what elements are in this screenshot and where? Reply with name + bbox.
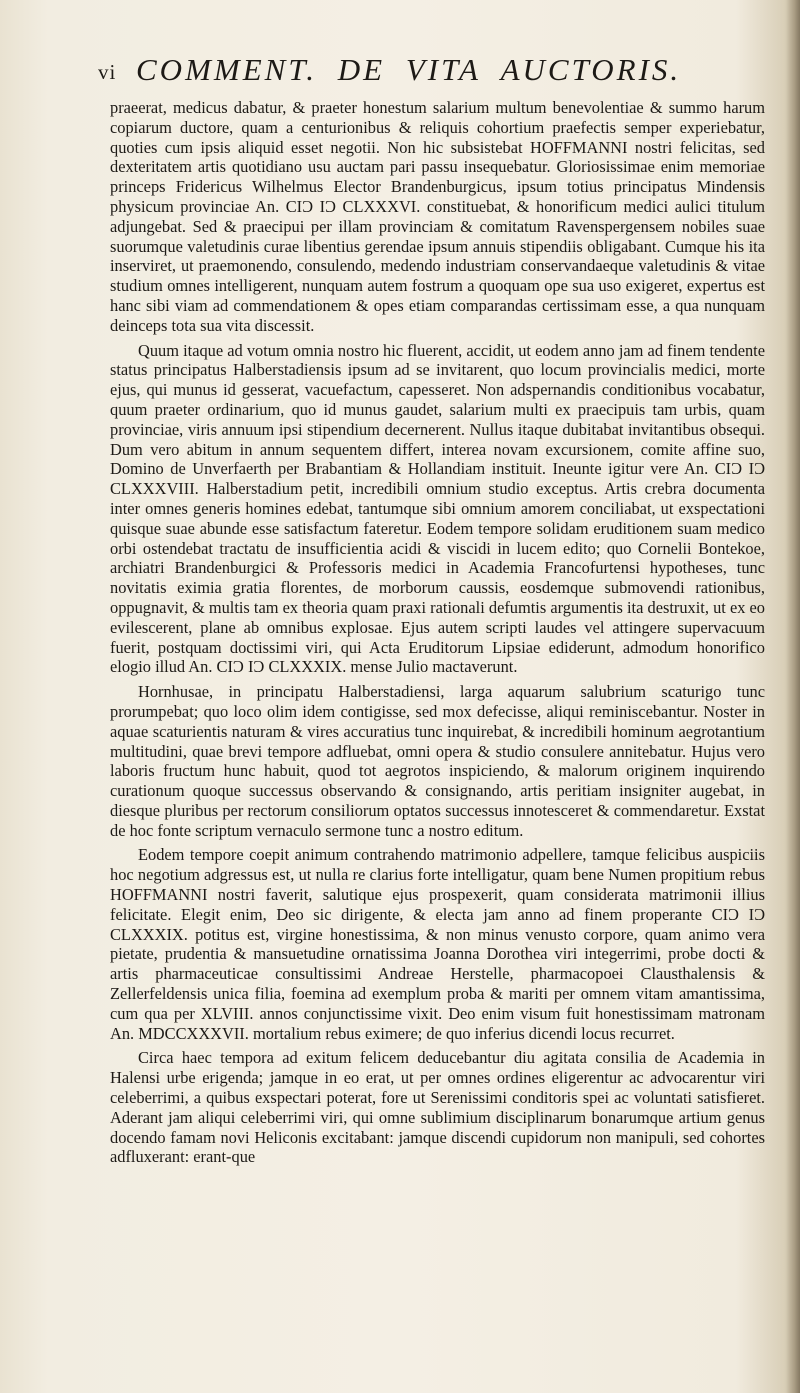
page-header <box>98 52 758 92</box>
paragraph-4: Eodem tempore coepit animum contrahendo matrimonio adpellere, tamque felicibus auspiciis hoc negotium adgressus est, ut nulla re clarius forte intelligatur, quam bene Numen propitium rebus HOFFMANNI nostri faverit, salutique ejus prospexerit, quam considerata matrimonii illius felicitate. Elegit enim, Deo sic dirigente, & electa jam anno ad finem properante CIƆ IƆ CLXXXIX. potitus est, virgine honestissima, & non minus venusto corpore, quam animo vera pietate, prudentia & mansuetudine ornatissima Joanna Dorothea viri integerrimi, probe docti & artis pharmaceuticae consultissimi Andreae Herstelle, pharmacopoei Clausthalensis & Zellerfeldensis unica filia, foemina ad exemplum proba & mariti per omnem vitam amantissima, cum qua per XLVIII. annos conjunctissime vixit. Deo enim visum fuit honestissimam matronam An. MDCCXXXVII. mortalium rebus eximere; de quo inferius dicendi locus recurret. <box>110 845 765 1043</box>
folio-number: vi <box>98 60 117 84</box>
body-text <box>110 98 765 1383</box>
running-title: COMMENT. DE VITA AUCTORIS. <box>136 52 682 87</box>
paragraph-3: Hornhusae, in principatu Halberstadiensi, larga aquarum salubrium scaturigo tunc prorumpebat; quo loco olim idem contigisse, sed mox defecisse, aliqui reminiscebantur. Noster in aquae scaturientis naturam & vires accuratius tunc inquirebat, & incredibili hominum aegrotantium multitudini, quae brevi tempore adfluebat, omni opera & studio consulere annitebatur. Hujus vero laboris fructum hunc habuit, quod tot aegrotos inspiciendo, & malorum originem inquirendo curationum quoque successus observando & consignando, artis peritiam insigniter augebat, in diesque pluribus per rectorum consiliorum optatos successus innotesceret & commendaretur. Exstat de hoc fonte scriptum vernaculo sermone tunc a nostro editum. <box>110 682 765 840</box>
paragraph-2: Quum itaque ad votum omnia nostro hic fluerent, accidit, ut eodem anno jam ad finem tendente status principatus Halberstadiensis ipsum ad se invitarent, quo locum provincialis medici, morte ejus, qui munus id gesserat, vacuefactum, capesseret. Non adspernandis conditionibus vocabatur, quum praeter ordinarium, quo id munus gaudet, salarium multi ex praecipuis tam urbis, quam provinciae, viris annuum ipsi stipendium decernerent. Nullus itaque dubitabat invitantibus obsequi. Dum vero abitum in annum sequentem differt, interea novam excursionem, comite affine suo, Domino de Unverfaerth per Brabantiam & Hollandiam instituit. Ineunte igitur vere An. CIƆ IƆ CLXXXVIII. Halberstadium petit, incredibili omnium studio exceptus. Artis crebra documenta inter omnes generis homines edebat, tantumque sibi omnium amorem conciliabat, ut exspectationi quisque suae abunde esse satisfactum fateretur. Eodem tempore solidam eruditionem suam medico orbi ostendebat tractatu de insufficientia acidi & viscidi in lucem edito; quo Cornelii Bontekoe, archiatri Brandenburgici & Professoris medici in Academia Francofurtensi hypotheses, tunc novitatis eximia gratia florentes, de morborum caussis, eosdemque submovendi rationibus, oppugnavit, & multis tam ex theoria quam praxi rationali defumtis argumentis ita destruxit, ut ex eo evilescerent, plane ab omnibus explosae. Ejus autem scripti laudes vel attingere supervacuum fuerit, postquam doctissimi viri, qui Acta Eruditorum Lipsiae ediderunt, admodum honorifico elogio illud An. CIƆ IƆ CLXXXIX. mense Julio mactaverunt. <box>110 340 765 677</box>
paragraph-5: Circa haec tempora ad exitum felicem deducebantur diu agitata consilia de Academia in Halensi urbe erigenda; jamque in eo erat, ut per omnes ordines eligerentur ac advocarentur viri celeberrimi, a quibus exspectari poterat, fore ut Serenissimi conditoris spei ac voluntati satisfieret. Aderant jam aliqui celeberrimi viri, qui omne sublimium disciplinarum bonarumque artium genus docendo famam novi Heliconis excitabant: jamque discendi cupidorum non manipuli, sed cohortes adfluxerant: erant-que <box>110 1048 765 1167</box>
paragraph-1: praeerat, medicus dabatur, & praeter honestum salarium multum benevolentiae & summo harum copiarum ductore, quam a centurionibus & reliquis cohortium praefectis semper experiebatur, quoties cum ipsis aliquid esset negotii. Non hic subsistebat HOFFMANNI nostri felicitas, sed dexteritatem artis quotidiano usu auctam pari passu insequebatur. Gloriosissimae enim memoriae princeps Fridericus Wilhelmus Elector Brandenburgicus, ipsum totius principatus Mindensis physicum provinciae An. CIƆ IƆ CLXXXVI. constituebat, & honorificum medici aulici titulum adjungebat. Sed & praecipui per illam provinciam & comitatum Ravenspergensem nobiles suae suorumque valetudinis curae libentius gerendae ipsum annuis stipendiis obligabant. Cumque his ita inserviret, ut praemonendo, consulendo, medendo industriam conservandaeque valetudinis & vitae studium omnes intelligerent, nunquam autem fostrum a quoquam ope sua uso exigeret, expertus est hanc sibi viam ad commendationem & opes etiam comparandas certissimam esse, a qua nunquam deinceps tota sua vita discessit. <box>110 98 765 335</box>
page-gutter-shadow <box>786 0 800 1393</box>
